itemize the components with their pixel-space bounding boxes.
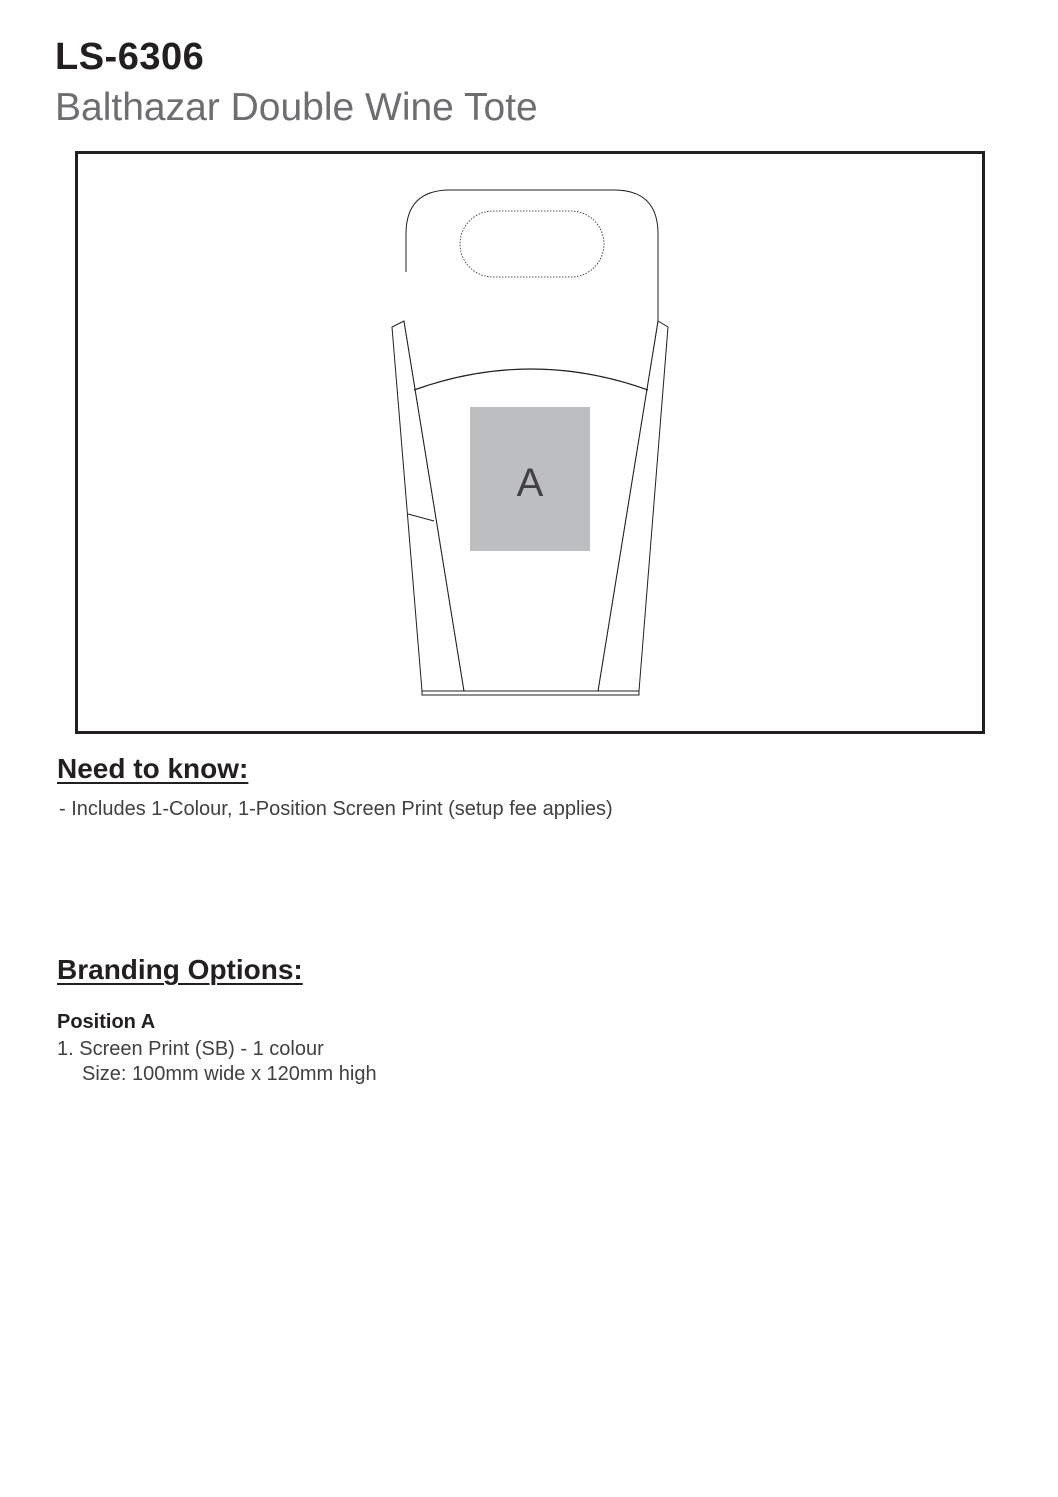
branding-size: Size: 100mm wide x 120mm high — [82, 1063, 377, 1085]
need-to-know-heading: Need to know: — [57, 753, 249, 784]
branding-method: 1. Screen Print (SB) - 1 colour — [57, 1038, 324, 1060]
product-code: LS-6306 — [55, 36, 205, 78]
branding-area-label: A — [516, 461, 544, 505]
wine-tote-illustration — [78, 154, 982, 731]
branding-options-heading: Branding Options: — [57, 954, 303, 985]
product-name: Balthazar Double Wine Tote — [55, 86, 538, 129]
product-image-frame — [75, 151, 985, 734]
tote-base — [422, 691, 639, 695]
need-to-know-item: - Includes 1-Colour, 1-Position Screen Print (setup fee applies) — [59, 798, 613, 820]
handle-hole — [460, 211, 604, 277]
position-title: Position A — [57, 1011, 156, 1033]
